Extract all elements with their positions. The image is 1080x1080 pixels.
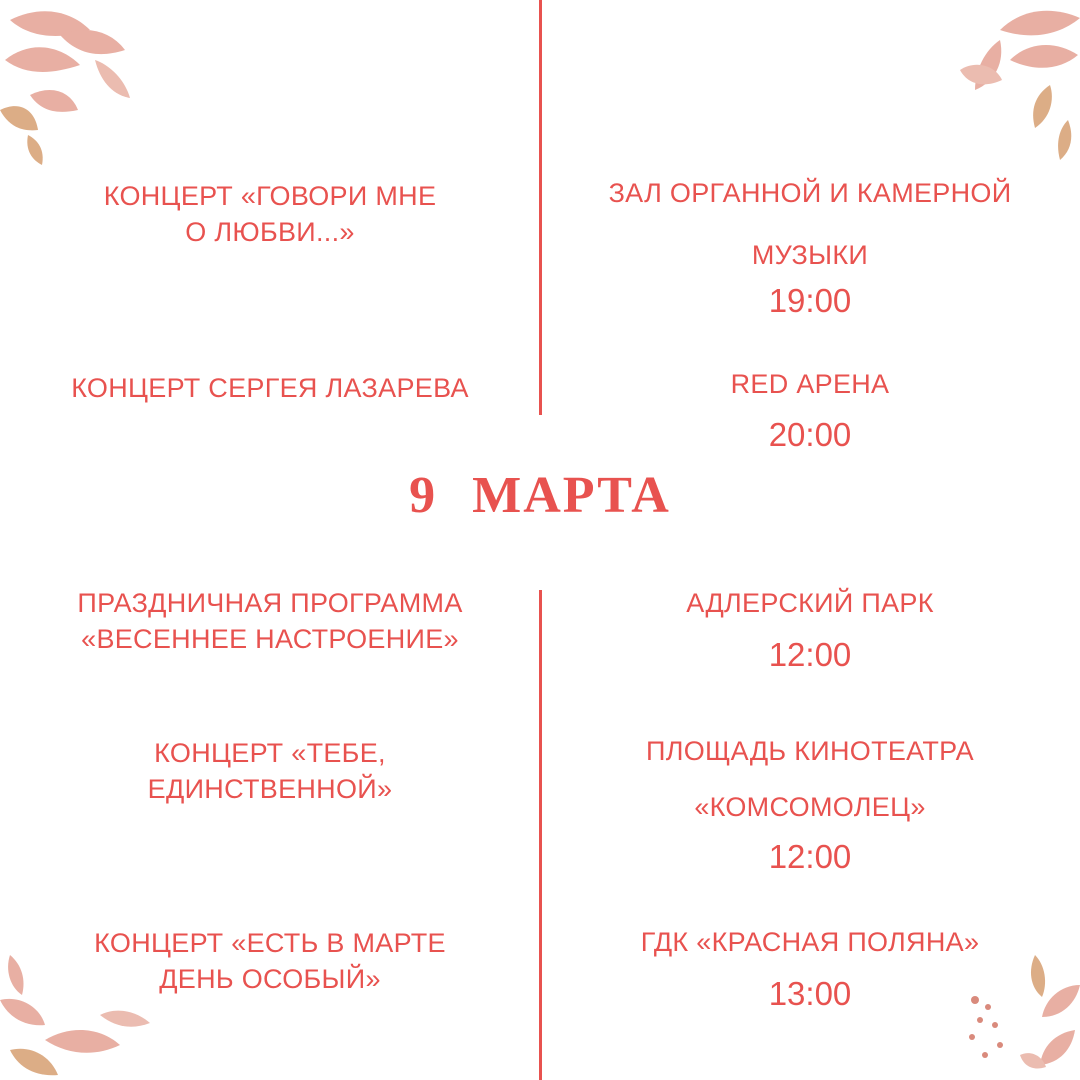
event-name-holiday-program	[30, 585, 510, 657]
event-name-line: ДЕНЬ ОСОБЫЙ»	[159, 964, 381, 994]
event-name-line: КОНЦЕРТ «ТЕБЕ,	[154, 738, 386, 768]
event-name-organ-concert	[30, 178, 510, 250]
event-place-line: ПЛОЩАДЬ КИНОТЕАТРА	[646, 736, 974, 766]
event-name-march-concert	[30, 925, 510, 997]
event-place-line: МУЗЫКИ	[751, 240, 869, 270]
event-place-line: ЗАЛ ОРГАННОЙ И КАМЕРНОЙ	[608, 178, 1012, 208]
event-place-line: RED АРЕНА	[730, 369, 890, 399]
event-time: 19:00	[768, 282, 852, 319]
event-time: 13:00	[768, 975, 852, 1012]
event-place-krasnaya-polyana	[560, 924, 1060, 960]
event-place-line: ГДК «КРАСНАЯ ПОЛЯНА»	[640, 927, 980, 957]
leaves-top-right-decoration	[940, 0, 1080, 170]
bottom-column-divider	[539, 590, 542, 1080]
top-column-divider	[539, 0, 542, 415]
event-name-line: КОНЦЕРТ «ЕСТЬ В МАРТЕ	[94, 928, 446, 958]
event-name-line: ПРАЗДНИЧНАЯ ПРОГРАММА	[77, 588, 463, 618]
event-place-organ-hall	[560, 175, 1060, 273]
event-name-tebe-concert	[30, 735, 510, 807]
event-name-line: КОНЦЕРТ СЕРГЕЯ ЛАЗАРЕВА	[71, 373, 469, 403]
event-name-lazarev-concert	[30, 370, 510, 406]
event-name-line: «ВЕСЕННЕЕ НАСТРОЕНИЕ»	[81, 624, 459, 654]
event-place-red-arena	[560, 366, 1060, 402]
event-place-line: АДЛЕРСКИЙ ПАРК	[686, 588, 934, 618]
event-name-line: ЕДИНСТВЕННОЙ»	[147, 774, 393, 804]
event-time: 20:00	[768, 416, 852, 453]
event-name-line: О ЛЮБВИ...»	[185, 217, 355, 247]
event-name-line: КОНЦЕРТ «ГОВОРИ МНЕ	[103, 181, 437, 211]
event-time: 12:00	[768, 636, 852, 673]
event-place-komsomolets	[560, 733, 1060, 825]
event-place-line: «КОМСОМОЛЕЦ»	[694, 792, 926, 822]
event-place-adler-park	[560, 585, 1060, 621]
event-time: 12:00	[768, 838, 852, 875]
leaves-top-left-decoration	[0, 0, 150, 175]
page-title-date: 9 МАРТА	[409, 467, 671, 524]
